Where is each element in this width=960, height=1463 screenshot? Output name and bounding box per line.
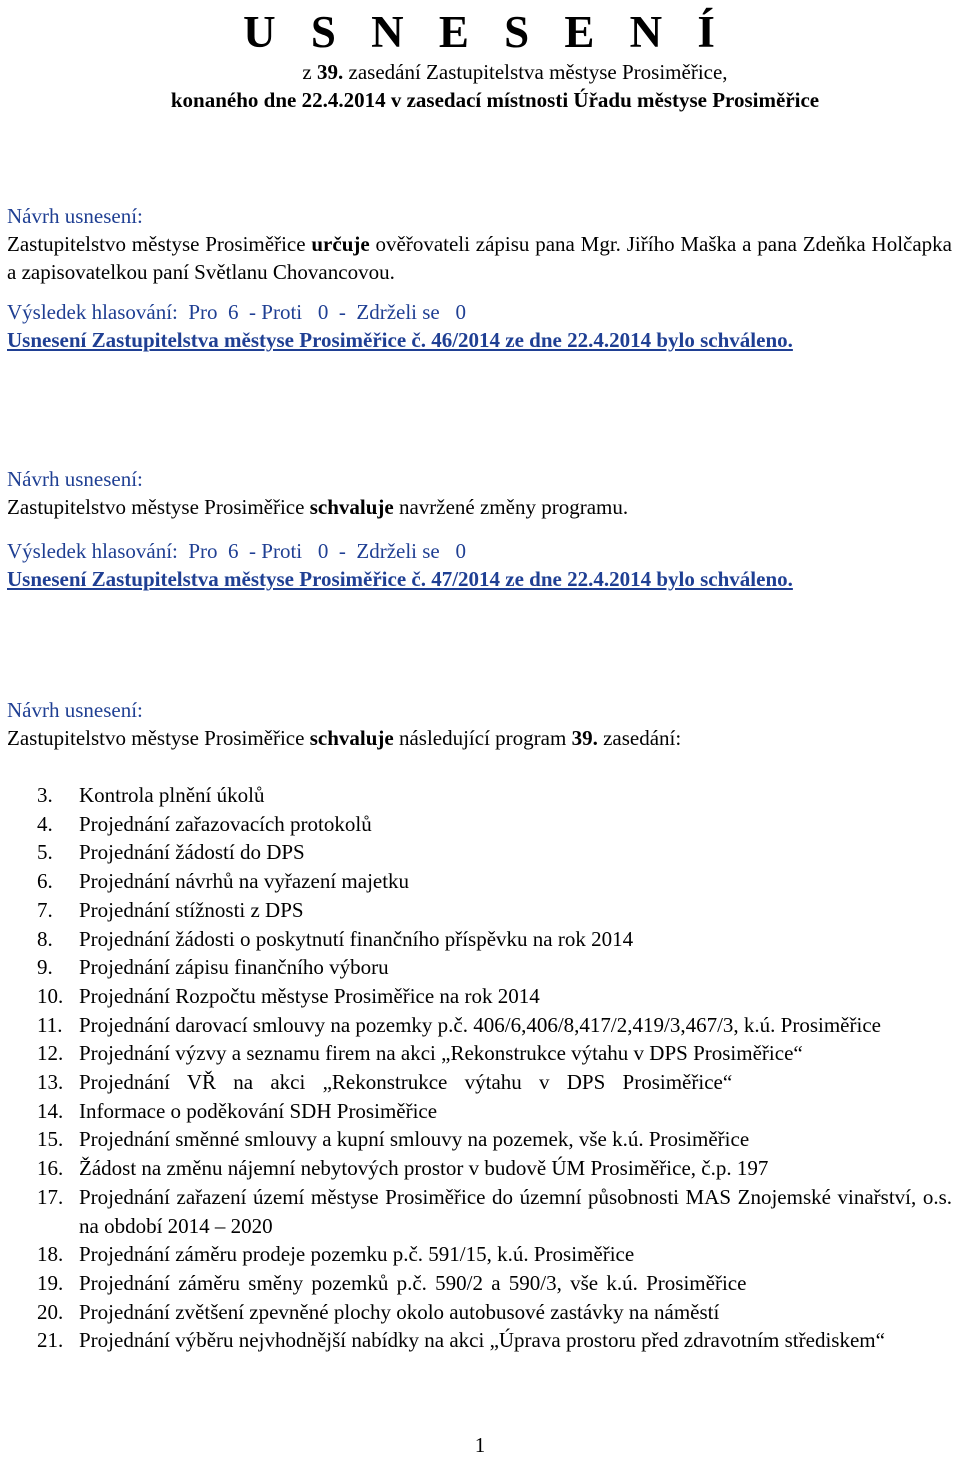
list-item: 12. Projednání výzvy a seznamu firem na akci „Rekonstrukce výtahu v DPS Prosiměřice“ — [37, 1041, 803, 1066]
vote-result: Výsledek hlasování: Pro 6 - Proti 0 - Zdrželi se 0 — [7, 300, 467, 324]
section-1 — [7, 202, 952, 354]
session-number: 39. — [317, 60, 344, 84]
section-3 — [7, 696, 952, 752]
list-item: 20. Projednání zvětšení zpevněné plochy okolo autobusové zastávky na náměstí — [37, 1299, 720, 1324]
list-item: 19. Projednání záměru směny pozemků p.č. 590/2 a 590/3, vše k.ú. Prosiměřice — [37, 1270, 747, 1295]
section-heading: Návrh usnesení: — [7, 204, 143, 228]
agenda-list — [7, 781, 952, 1355]
list-item: 4. Projednání zařazovacích protokolů — [37, 811, 372, 836]
list-item: 3. Kontrola plnění úkolů — [37, 783, 265, 807]
list-item: 16. Žádost na změnu nájemní nebytových prostor v budově ÚM Prosiměřice, č.p. 197 — [37, 1156, 769, 1181]
list-item: 11. Projednání darovací smlouvy na pozemky p.č. 406/6,406/8,417/2,419/3,467/3, k.ú. Prosiměřice — [37, 1012, 881, 1037]
section-text: Zastupitelstvo městyse Prosiměřice schvaluje následující program 39. zasedání: — [7, 726, 682, 750]
subtitle-rest: zasedání Zastupitelstva městyse Prosiměřice, — [343, 60, 728, 84]
list-item: 6. Projednání návrhů na vyřazení majetku — [37, 869, 410, 894]
page-number: 1 — [474, 1433, 486, 1457]
list-item: 21. Projednání výběru nejvhodnější nabídky na akci „Úprava prostoru před zdravotním střediskem“ — [37, 1328, 885, 1353]
list-item: 13. Projednání VŘ na akci „Rekonstrukce výtahu v DPS Prosiměřice“ — [37, 1070, 733, 1095]
list-item: 15. Projednání směnné smlouvy a kupní smlouvy na pozemek, vše k.ú. Prosiměřice — [37, 1127, 750, 1152]
list-item: 5. Projednání žádostí do DPS — [37, 840, 305, 865]
list-item: 9. Projednání zápisu finančního výboru — [37, 955, 389, 980]
list-item: 10. Projednání Rozpočtu městyse Prosiměřice na rok 2014 — [37, 983, 540, 1008]
list-item: 18. Projednání záměru prodeje pozemku p.č. 591/15, k.ú. Prosiměřice — [37, 1242, 635, 1267]
section-heading: Návrh usnesení: — [7, 467, 143, 491]
subtitle-prefix: z — [302, 60, 317, 84]
resolution-line: Usnesení Zastupitelstva městyse Prosiměřice č. 46/2014 ze dne 22.4.2014 bylo schváleno. — [7, 328, 793, 352]
document-subtitle — [0, 58, 960, 86]
vote-result: Výsledek hlasování: Pro 6 - Proti 0 - Zdrželi se 0 — [7, 539, 467, 563]
list-item: 8. Projednání žádosti o poskytnutí finančního příspěvku na rok 2014 — [37, 926, 634, 951]
list-item: 17. Projednání zařazení území městyse Prosiměřice do územní působnosti MAS Znojemské vinařství, o.s. na období 2014 – 2020 — [37, 1184, 952, 1238]
section-heading: Návrh usnesení: — [7, 698, 143, 722]
list-item: 7. Projednání stížnosti z DPS — [37, 897, 304, 922]
section-2 — [7, 465, 952, 593]
section-text: Zastupitelstvo městyse Prosiměřice schvaluje navržené změny programu. — [7, 495, 629, 519]
document-subtitle-line2: konaného dne 22.4.2014 v zasedací místnosti Úřadu městyse Prosiměřice — [170, 88, 820, 112]
resolution-line: Usnesení Zastupitelstva městyse Prosiměřice č. 47/2014 ze dne 22.4.2014 bylo schváleno. — [7, 567, 793, 591]
section-text: Zastupitelstvo městyse Prosiměřice určuje ověřovateli zápisu pana Mgr. Jiřího Maška a pana Zdeňka Holčapka a zapisovatelkou paní Světlanu Chovancovou. — [7, 232, 952, 284]
document-title: U S N E S E N Í — [243, 7, 727, 57]
list-item: 14. Informace o poděkování SDH Prosiměřice — [37, 1098, 438, 1123]
